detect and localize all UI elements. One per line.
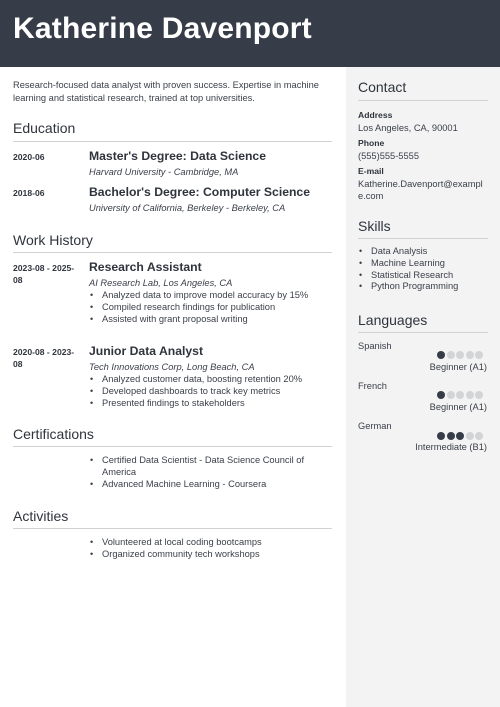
professional-summary: Research-focused data analyst with proven success. Expertise in machine learning and statistical research, trained at top universities.: [13, 80, 319, 103]
rating-dot-filled: [437, 351, 445, 359]
rating-dot-empty: [466, 391, 474, 399]
email-label: E-mail: [358, 166, 384, 176]
list-item: • Presented findings to stakeholders: [89, 398, 332, 410]
education-school: University of California, Berkeley - Berkeley, CA: [89, 203, 286, 213]
list-item: • Certified Data Scientist - Data Science Council of America: [89, 455, 332, 479]
language-rating: [437, 351, 487, 360]
list-item: • Analyzed customer data, boosting retention 20%: [89, 374, 332, 386]
work-date: 2023-08 - 2025-08: [13, 263, 75, 285]
certifications-list: [89, 455, 332, 490]
rating-dot-filled: [437, 391, 445, 399]
skills-list: [358, 246, 458, 293]
education-school: Harvard University - Cambridge, MA: [89, 167, 239, 177]
list-item: • Volunteered at local coding bootcamps: [89, 537, 332, 549]
work-history-heading: Work History: [13, 232, 93, 248]
address-label: Address: [358, 110, 393, 120]
rating-dot-empty: [475, 432, 483, 440]
job-bullets: [89, 290, 332, 325]
contact-divider: [358, 100, 488, 101]
list-item: • Compiled research findings for publication: [89, 302, 332, 314]
certifications-divider: [13, 446, 332, 447]
rating-dot-filled: [447, 432, 455, 440]
rating-dot-empty: [456, 391, 464, 399]
job-company: AI Research Lab, Los Angeles, CA: [89, 278, 233, 288]
list-item: • Data Analysis: [358, 246, 458, 258]
header-banner: [0, 0, 500, 67]
language-level: Beginner (A1): [429, 402, 487, 412]
candidate-name: Katherine Davenport: [13, 12, 312, 45]
certifications-heading: Certifications: [13, 426, 94, 442]
contact-heading: Contact: [358, 79, 407, 95]
language-rating: [437, 391, 487, 400]
job-title: Junior Data Analyst: [89, 344, 204, 358]
list-item: • Organized community tech workshops: [89, 549, 332, 561]
rating-dot-empty: [466, 351, 474, 359]
list-item: • Analyzed data to improve model accuracy by 15%: [89, 290, 332, 302]
list-item: • Statistical Research: [358, 270, 458, 282]
skills-heading: Skills: [358, 218, 391, 234]
language-name: Spanish: [358, 341, 392, 351]
list-item: • Machine Learning: [358, 258, 458, 270]
education-date: 2018-06: [13, 188, 45, 198]
phone-label: Phone: [358, 138, 385, 148]
education-degree: Bachelor's Degree: Computer Science: [89, 185, 310, 199]
rating-dot-filled: [437, 432, 445, 440]
rating-dot-empty: [475, 351, 483, 359]
education-heading: Education: [13, 120, 76, 136]
skills-divider: [358, 238, 488, 239]
language-name: French: [358, 381, 387, 391]
job-title: Research Assistant: [89, 260, 202, 274]
activities-list: [89, 537, 332, 561]
languages-divider: [358, 332, 488, 333]
list-item: • Python Programming: [358, 281, 458, 293]
list-item: • Assisted with grant proposal writing: [89, 314, 332, 326]
rating-dot-empty: [447, 351, 455, 359]
language-name: German: [358, 421, 392, 431]
activities-heading: Activities: [13, 508, 69, 524]
sidebar: [346, 67, 500, 707]
education-degree: Master's Degree: Data Science: [89, 149, 266, 163]
job-bullets: [89, 374, 332, 409]
rating-dot-filled: [456, 432, 464, 440]
rating-dot-empty: [475, 391, 483, 399]
education-date: 2020-06: [13, 152, 45, 162]
phone-value: (555)555-5555: [358, 151, 419, 161]
address-value: Los Angeles, CA, 90001: [358, 123, 458, 133]
work-date: 2020-08 - 2023-08: [13, 347, 75, 369]
list-item: • Developed dashboards to track key metrics: [89, 386, 332, 398]
language-rating: [437, 432, 487, 441]
language-level: Beginner (A1): [429, 362, 487, 372]
rating-dot-empty: [447, 391, 455, 399]
list-item: • Advanced Machine Learning - Coursera: [89, 479, 332, 491]
rating-dot-empty: [466, 432, 474, 440]
job-company: Tech Innovations Corp, Long Beach, CA: [89, 362, 255, 372]
work-history-divider: [13, 252, 332, 253]
email-value: Katherine.Davenport@example.com: [358, 179, 483, 202]
education-divider: [13, 141, 332, 142]
languages-heading: Languages: [358, 312, 428, 328]
language-level: Intermediate (B1): [415, 442, 487, 452]
rating-dot-empty: [456, 351, 464, 359]
activities-divider: [13, 528, 332, 529]
